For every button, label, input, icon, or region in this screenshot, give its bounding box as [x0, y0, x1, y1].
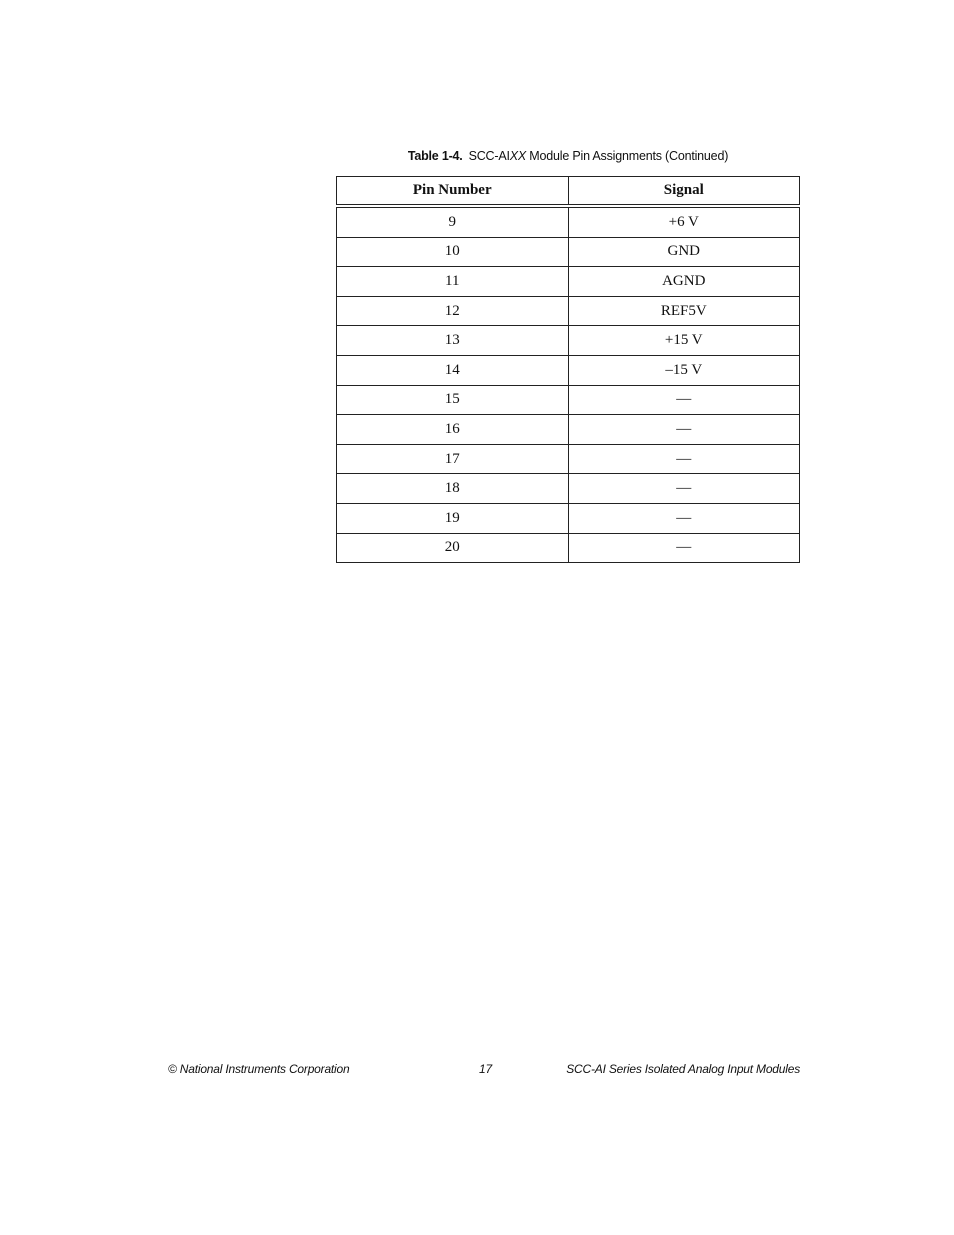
pin-cell: 11	[337, 267, 569, 297]
signal-cell: —	[568, 385, 800, 415]
pin-cell: 9	[337, 206, 569, 237]
table-caption-prefix: SCC-AI	[468, 149, 510, 163]
signal-cell: GND	[568, 237, 800, 267]
signal-cell: REF5V	[568, 296, 800, 326]
table-caption-label: Table 1-4.	[407, 149, 463, 163]
footer-page-number: 17	[479, 1062, 492, 1076]
table-row	[337, 326, 800, 356]
pin-cell: 20	[337, 533, 569, 563]
table-row	[337, 503, 800, 533]
pin-assignments-table	[336, 176, 800, 563]
table-body	[337, 206, 800, 563]
signal-cell: —	[568, 503, 800, 533]
footer-document-title: SCC-AI Series Isolated Analog Input Modules	[566, 1062, 800, 1076]
pin-cell: 15	[337, 385, 569, 415]
table-row	[337, 237, 800, 267]
footer-copyright: © National Instruments Corporation	[168, 1062, 350, 1076]
signal-cell: +15 V	[568, 326, 800, 356]
pin-cell: 16	[337, 415, 569, 445]
signal-cell: —	[568, 533, 800, 563]
pin-cell: 18	[337, 474, 569, 504]
table-caption	[336, 149, 800, 163]
header-signal: Signal	[568, 177, 800, 207]
signal-cell: —	[568, 444, 800, 474]
signal-cell: –15 V	[568, 355, 800, 385]
pin-cell: 12	[337, 296, 569, 326]
table-caption-suffix: Module Pin Assignments (Continued)	[526, 149, 729, 163]
table-row	[337, 533, 800, 563]
table-row	[337, 206, 800, 237]
table-caption-italic: XX	[509, 149, 527, 163]
signal-cell: AGND	[568, 267, 800, 297]
header-pin-number: Pin Number	[337, 177, 569, 207]
table-header-row	[337, 177, 800, 207]
table-row	[337, 474, 800, 504]
table-row	[337, 355, 800, 385]
pin-cell: 17	[337, 444, 569, 474]
table-row	[337, 444, 800, 474]
pin-cell: 19	[337, 503, 569, 533]
signal-cell: —	[568, 415, 800, 445]
table-row	[337, 296, 800, 326]
table-row	[337, 267, 800, 297]
signal-cell: +6 V	[568, 206, 800, 237]
pin-cell: 13	[337, 326, 569, 356]
table-row	[337, 385, 800, 415]
table-row	[337, 415, 800, 445]
pin-cell: 14	[337, 355, 569, 385]
signal-cell: —	[568, 474, 800, 504]
pin-cell: 10	[337, 237, 569, 267]
